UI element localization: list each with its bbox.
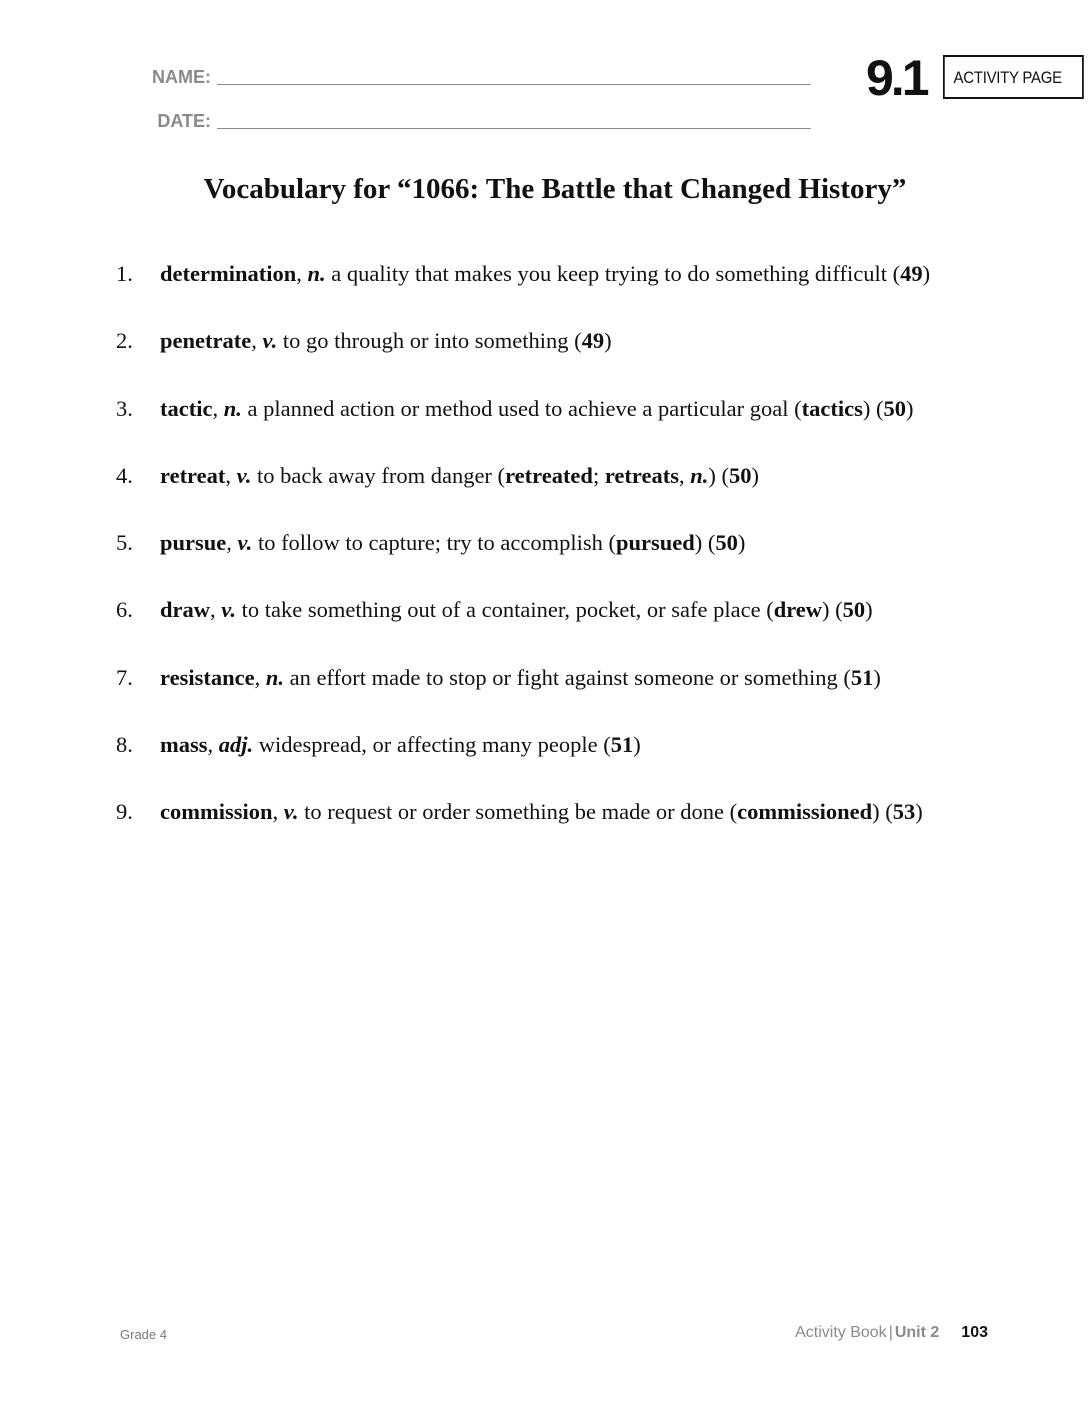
vocab-term: pursue — [160, 530, 227, 556]
vocab-term: 50 — [842, 597, 866, 623]
definition-text: ) — [751, 462, 759, 488]
vocab-term: pursued — [615, 530, 695, 556]
date-label: DATE: — [157, 111, 211, 131]
definition-text: , — [210, 597, 222, 623]
definition-text: , — [226, 530, 238, 556]
item-definition — [160, 390, 913, 428]
item-definition — [160, 322, 612, 360]
vocab-term: drew — [773, 597, 823, 623]
vocabulary-list — [116, 255, 1076, 861]
definition-text: , — [212, 395, 224, 421]
vocab-term: 51 — [850, 664, 874, 690]
vocabulary-item — [116, 659, 1076, 726]
vocab-term: commissioned — [737, 799, 873, 825]
activity-number: 9.1 — [866, 50, 927, 106]
item-number: 5. — [116, 530, 133, 556]
page-number: 103 — [961, 1324, 988, 1341]
definition-text: widespread, or affecting many people ( — [253, 732, 611, 758]
vocab-term: penetrate — [160, 328, 252, 354]
footer-book-info — [795, 1324, 988, 1342]
definition-text: ) — [865, 597, 873, 623]
vocabulary-item — [116, 322, 1076, 389]
definition-text: an effort made to stop or fight against someone or something ( — [283, 664, 851, 690]
definition-text: ) ( — [694, 530, 716, 556]
definition-text: ; — [592, 462, 605, 488]
date-field[interactable] — [217, 128, 811, 129]
footer-book-title: Activity Book — [795, 1324, 887, 1341]
vocabulary-item — [116, 524, 1076, 591]
definition-text: a planned action or method used to achieve a particular goal ( — [241, 395, 802, 421]
definition-text: , — [207, 732, 219, 758]
definition-text: , — [225, 462, 237, 488]
part-of-speech: n. — [223, 395, 242, 421]
vocabulary-item — [116, 255, 1076, 322]
item-number: 7. — [116, 664, 133, 690]
vocabulary-item — [116, 726, 1076, 793]
definition-text: ) — [922, 261, 931, 286]
vocabulary-item — [116, 793, 1076, 860]
name-label: NAME: — [152, 67, 211, 87]
definition-text: ) — [873, 664, 881, 690]
definition-text: , — [296, 261, 308, 286]
definition-text: ) — [915, 799, 923, 825]
vocab-term: retreated — [505, 462, 593, 488]
vocab-term: 51 — [610, 732, 634, 758]
vocab-term: 53 — [892, 799, 916, 825]
definition-text: to go through or into something ( — [277, 328, 582, 354]
item-number: 4. — [116, 462, 133, 488]
vocab-term: commission — [160, 799, 273, 825]
part-of-speech: v. — [237, 530, 253, 556]
item-number: 8. — [116, 732, 133, 758]
part-of-speech: v. — [283, 799, 299, 825]
definition-text: , — [272, 799, 284, 825]
definition-text: ) ( — [862, 395, 884, 421]
definition-text: a quality that makes you keep trying to do something difficult ( — [325, 261, 901, 286]
footer-separator: | — [888, 1324, 893, 1341]
vocab-term: determination — [160, 261, 297, 286]
vocab-term: tactic — [160, 395, 213, 421]
definition-text: , — [251, 328, 263, 354]
definition-text: to follow to capture; try to accomplish ( — [252, 530, 616, 556]
vocab-term: retreat — [160, 462, 226, 488]
footer-unit: Unit 2 — [894, 1324, 940, 1341]
definition-text: , — [254, 664, 266, 690]
part-of-speech: v. — [236, 462, 252, 488]
vocab-term: 49 — [581, 328, 605, 354]
part-of-speech: n. — [690, 462, 709, 488]
definition-text: ) — [633, 732, 641, 758]
vocab-term: mass — [160, 732, 208, 758]
name-field[interactable] — [217, 84, 811, 85]
item-number: 2. — [116, 328, 133, 354]
item-definition — [160, 591, 873, 629]
item-number: 1. — [116, 261, 133, 286]
definition-text: to take something out of a container, pocket, or safe place ( — [236, 597, 774, 623]
part-of-speech: v. — [221, 597, 237, 623]
vocab-term: resistance — [160, 664, 255, 690]
page-title: Vocabulary for “1066: The Battle that Changed History” — [203, 173, 907, 205]
item-definition — [160, 659, 881, 697]
definition-text: to back away from danger ( — [251, 462, 506, 488]
footer-grade: Grade 4 — [120, 1327, 167, 1342]
item-number: 3. — [116, 395, 133, 421]
item-number: 9. — [116, 799, 133, 825]
vocabulary-item — [116, 390, 1076, 457]
definition-text: ) — [604, 328, 612, 354]
vocab-term: draw — [160, 597, 210, 623]
definition-text: ) ( — [822, 597, 843, 623]
part-of-speech: adj. — [218, 732, 254, 758]
part-of-speech: n. — [307, 261, 326, 286]
activity-page-label: ACTIVITY PAGE — [943, 55, 1084, 99]
definition-text: to request or order something be made or done ( — [298, 799, 738, 825]
vocab-term: 50 — [883, 395, 906, 421]
vocab-term: tactics — [801, 395, 863, 421]
item-definition — [160, 457, 759, 495]
part-of-speech: v. — [262, 328, 278, 354]
vocabulary-item — [116, 591, 1076, 658]
date-row — [120, 111, 811, 131]
name-row — [120, 67, 811, 87]
vocabulary-item — [116, 457, 1076, 524]
item-definition — [160, 793, 923, 831]
vocab-term: retreats — [604, 462, 679, 488]
definition-text: , — [678, 462, 691, 488]
vocab-term: 50 — [728, 462, 752, 488]
vocab-term: 50 — [715, 530, 738, 556]
part-of-speech: n. — [265, 664, 284, 690]
definition-text: ) ( — [872, 799, 893, 825]
item-number: 6. — [116, 597, 133, 623]
vocab-term: 49 — [900, 261, 923, 286]
definition-text: ) — [905, 395, 914, 421]
definition-text: ) — [737, 530, 746, 556]
item-definition — [160, 726, 641, 764]
definition-text: ) ( — [708, 462, 729, 488]
item-definition — [160, 524, 745, 562]
item-definition — [160, 255, 930, 293]
